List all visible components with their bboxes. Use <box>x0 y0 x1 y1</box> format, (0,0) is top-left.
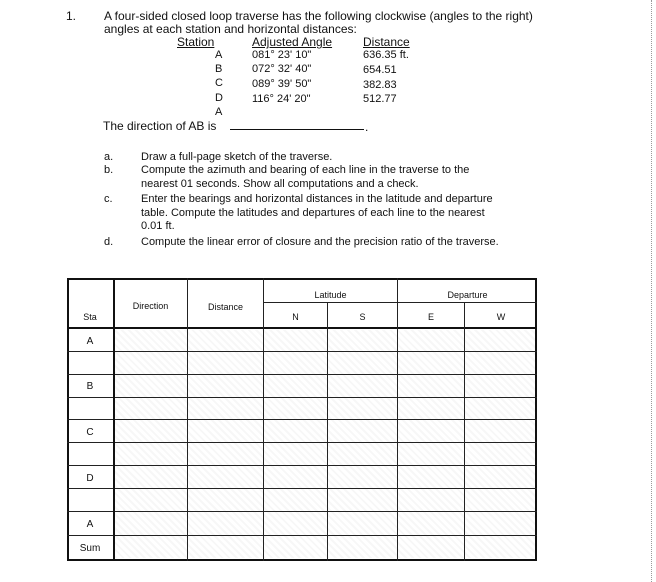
task-c-text-3: 0.01 ft. <box>141 220 175 232</box>
task-b-text-2: nearest 01 seconds. Show all computations and a check. <box>141 178 419 190</box>
header-bottom-line <box>67 327 537 329</box>
task-c-letter: c. <box>104 193 113 205</box>
row-line-5 <box>67 442 537 443</box>
latitude-departure-table <box>67 278 537 561</box>
direction-period: . <box>365 120 369 134</box>
header-e: E <box>427 312 434 322</box>
task-c-text-1: Enter the bearings and horizontal distances in the latitude and departure <box>141 193 493 205</box>
station-c: C <box>215 77 223 89</box>
row-line-6 <box>67 465 537 466</box>
station-a: A <box>215 49 223 61</box>
direction-answer-line <box>230 129 364 130</box>
task-a-letter: a. <box>104 151 114 163</box>
station-a-closing: A <box>215 106 223 118</box>
row-station-a-closing: A <box>86 519 94 530</box>
task-d-text: Compute the linear error of closure and the precision ratio of the traverse. <box>141 236 499 248</box>
row-line-2 <box>67 374 537 375</box>
header-split-line <box>263 302 537 303</box>
header-distance: Distance <box>207 302 243 312</box>
col-line-sta <box>113 278 115 561</box>
direction-of-ab-label: The direction of AB is <box>103 119 217 133</box>
row-line-9 <box>67 535 537 536</box>
adjusted-angle-header: Adjusted Angle <box>252 35 333 49</box>
angle-a: 081° 23' 10" <box>252 49 312 61</box>
header-direction: Direction <box>132 301 169 311</box>
task-b-text-1: Compute the azimuth and bearing of each line in the traverse to the <box>141 164 470 176</box>
row-line-1 <box>67 351 537 352</box>
problem-statement-line-1: A four-sided closed loop traverse has the following clockwise (angles to the right) <box>104 9 533 23</box>
station-header: Station <box>177 35 215 49</box>
header-s: S <box>359 312 366 322</box>
angle-b: 072° 32' 40" <box>252 63 312 75</box>
problem-number: 1. <box>66 9 77 23</box>
distance-cd: 382.83 <box>363 79 397 91</box>
row-station-b: B <box>86 381 94 392</box>
angle-c: 089° 39' 50" <box>252 78 312 90</box>
row-line-8 <box>67 511 537 512</box>
station-b: B <box>215 63 223 75</box>
task-a-text: Draw a full-page sketch of the traverse. <box>141 151 333 163</box>
header-departure: Departure <box>447 290 488 300</box>
header-latitude: Latitude <box>314 290 347 300</box>
distance-bc: 654.51 <box>363 64 397 76</box>
station-d: D <box>215 92 223 104</box>
col-line-e <box>464 302 465 561</box>
row-sum: Sum <box>79 543 101 554</box>
distance-header: Distance <box>363 35 410 49</box>
row-station-c: C <box>86 427 94 438</box>
header-w: W <box>496 312 506 322</box>
row-line-7 <box>67 488 537 489</box>
distance-da: 512.77 <box>363 93 397 105</box>
row-station-d: D <box>86 473 94 484</box>
task-b-letter: b. <box>104 164 114 176</box>
row-line-4 <box>67 419 537 420</box>
header-n: N <box>292 312 299 322</box>
col-line-n <box>327 302 328 561</box>
angle-d: 116° 24' 20" <box>252 93 311 105</box>
row-station-a: A <box>86 336 94 347</box>
task-d-letter: d. <box>104 236 114 248</box>
problem-statement-line-2: angles at each station and horizontal distances: <box>104 22 357 36</box>
page-edge-dotted-line <box>651 0 652 582</box>
row-line-3 <box>67 397 537 398</box>
task-c-text-2: table. Compute the latitudes and departures of each line to the nearest <box>141 207 485 219</box>
header-sta: Sta <box>83 312 97 322</box>
col-line-direction <box>187 278 188 561</box>
distance-ab: 636.35 ft. <box>363 49 409 61</box>
